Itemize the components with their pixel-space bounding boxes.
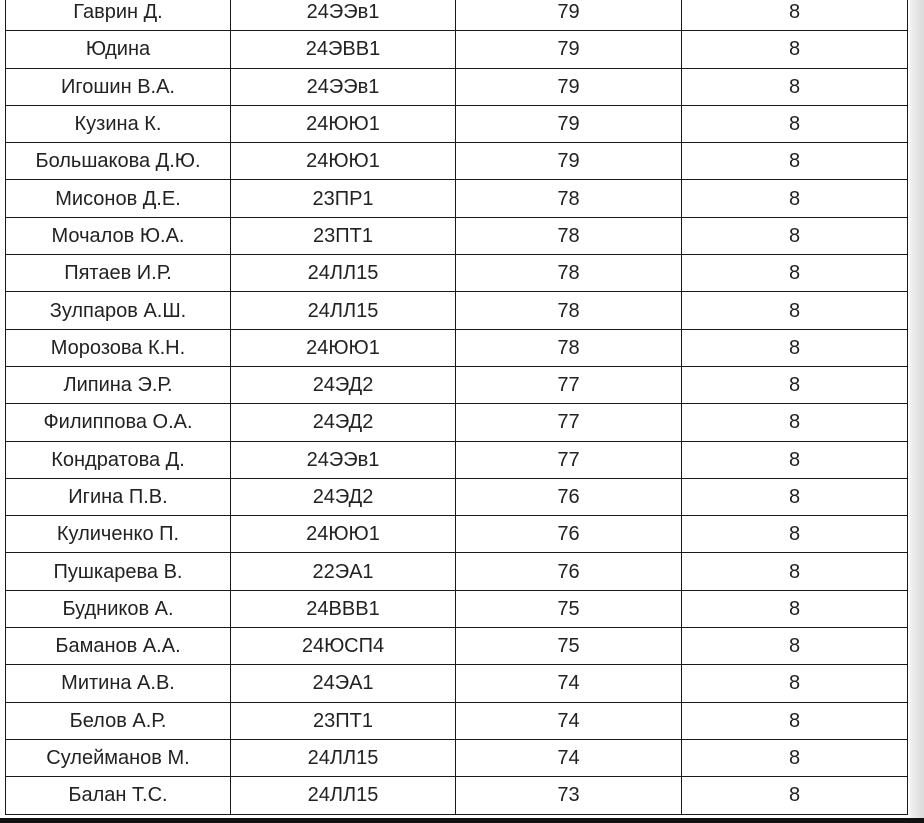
table-row <box>6 441 908 478</box>
student-name-cell: Кондратова Д. <box>6 441 231 478</box>
student-name-cell: Сулейманов М. <box>6 739 231 776</box>
student-name-cell: Куличенко П. <box>6 516 231 553</box>
score-cell: 77 <box>456 366 682 403</box>
table-row <box>6 553 908 590</box>
table-row <box>6 702 908 739</box>
table-row <box>6 590 908 627</box>
score-cell: 73 <box>456 777 682 814</box>
student-name-cell: Гаврин Д. <box>6 0 231 31</box>
score-cell: 76 <box>456 478 682 515</box>
results-table <box>5 0 908 815</box>
grade-cell: 8 <box>682 553 908 590</box>
table-row <box>6 143 908 180</box>
group-code-cell: 23ПТ1 <box>231 217 456 254</box>
group-code-cell: 24ЭЭв1 <box>231 68 456 105</box>
student-name-cell: Игина П.В. <box>6 478 231 515</box>
group-code-cell: 24ЮЮ1 <box>231 105 456 142</box>
student-name-cell: Морозова К.Н. <box>6 329 231 366</box>
group-code-cell: 24ЮЮ1 <box>231 329 456 366</box>
grade-cell: 8 <box>682 590 908 627</box>
table-row <box>6 404 908 441</box>
student-name-cell: Зулпаров А.Ш. <box>6 292 231 329</box>
group-code-cell: 24ЛЛ15 <box>231 292 456 329</box>
grade-cell: 8 <box>682 366 908 403</box>
table-row <box>6 0 908 31</box>
student-name-cell: Большакова Д.Ю. <box>6 143 231 180</box>
group-code-cell: 23ПТ1 <box>231 702 456 739</box>
student-name-cell: Пятаев И.Р. <box>6 255 231 292</box>
score-cell: 75 <box>456 628 682 665</box>
results-table-container <box>5 0 907 815</box>
group-code-cell: 24ВВВ1 <box>231 590 456 627</box>
score-cell: 78 <box>456 329 682 366</box>
score-cell: 78 <box>456 217 682 254</box>
student-name-cell: Митина А.В. <box>6 665 231 702</box>
student-name-cell: Липина Э.Р. <box>6 366 231 403</box>
table-row <box>6 366 908 403</box>
student-name-cell: Балан Т.С. <box>6 777 231 814</box>
group-code-cell: 23ПР1 <box>231 180 456 217</box>
student-name-cell: Мочалов Ю.А. <box>6 217 231 254</box>
score-cell: 74 <box>456 665 682 702</box>
group-code-cell: 24ЭД2 <box>231 366 456 403</box>
student-name-cell: Кузина К. <box>6 105 231 142</box>
grade-cell: 8 <box>682 628 908 665</box>
grade-cell: 8 <box>682 404 908 441</box>
group-code-cell: 24ЭД2 <box>231 404 456 441</box>
score-cell: 78 <box>456 292 682 329</box>
grade-cell: 8 <box>682 68 908 105</box>
group-code-cell: 24ЭЭв1 <box>231 0 456 31</box>
score-cell: 79 <box>456 0 682 31</box>
table-row <box>6 180 908 217</box>
student-name-cell: Мисонов Д.Е. <box>6 180 231 217</box>
table-row <box>6 255 908 292</box>
score-cell: 79 <box>456 105 682 142</box>
student-name-cell: Филиппова О.А. <box>6 404 231 441</box>
group-code-cell: 24ЭЭв1 <box>231 441 456 478</box>
group-code-cell: 24ЮЮ1 <box>231 143 456 180</box>
group-code-cell: 24ЭД2 <box>231 478 456 515</box>
grade-cell: 8 <box>682 665 908 702</box>
page-edge-shadow <box>910 0 924 823</box>
score-cell: 78 <box>456 180 682 217</box>
student-name-cell: Будников А. <box>6 590 231 627</box>
table-row <box>6 105 908 142</box>
table-row <box>6 217 908 254</box>
student-name-cell: Пушкарева В. <box>6 553 231 590</box>
score-cell: 77 <box>456 404 682 441</box>
grade-cell: 8 <box>682 105 908 142</box>
grade-cell: 8 <box>682 180 908 217</box>
table-row <box>6 329 908 366</box>
grade-cell: 8 <box>682 478 908 515</box>
group-code-cell: 24ЛЛ15 <box>231 739 456 776</box>
score-cell: 79 <box>456 31 682 68</box>
score-cell: 75 <box>456 590 682 627</box>
score-cell: 79 <box>456 143 682 180</box>
table-row <box>6 31 908 68</box>
score-cell: 76 <box>456 516 682 553</box>
grade-cell: 8 <box>682 217 908 254</box>
student-name-cell: Белов А.Р. <box>6 702 231 739</box>
grade-cell: 8 <box>682 739 908 776</box>
group-code-cell: 24ЛЛ15 <box>231 255 456 292</box>
student-name-cell: Юдина <box>6 31 231 68</box>
score-cell: 78 <box>456 255 682 292</box>
results-table-body <box>6 0 908 814</box>
table-row <box>6 292 908 329</box>
group-code-cell: 24ЛЛ15 <box>231 777 456 814</box>
student-name-cell: Баманов А.А. <box>6 628 231 665</box>
table-row <box>6 628 908 665</box>
grade-cell: 8 <box>682 292 908 329</box>
score-cell: 74 <box>456 702 682 739</box>
grade-cell: 8 <box>682 516 908 553</box>
grade-cell: 8 <box>682 441 908 478</box>
grade-cell: 8 <box>682 255 908 292</box>
table-row <box>6 68 908 105</box>
grade-cell: 8 <box>682 0 908 31</box>
grade-cell: 8 <box>682 777 908 814</box>
grade-cell: 8 <box>682 143 908 180</box>
grade-cell: 8 <box>682 329 908 366</box>
score-cell: 77 <box>456 441 682 478</box>
table-row <box>6 777 908 814</box>
table-row <box>6 478 908 515</box>
score-cell: 79 <box>456 68 682 105</box>
group-code-cell: 24ЮЮ1 <box>231 516 456 553</box>
grade-cell: 8 <box>682 31 908 68</box>
table-row <box>6 665 908 702</box>
score-cell: 76 <box>456 553 682 590</box>
group-code-cell: 24ЭА1 <box>231 665 456 702</box>
table-row <box>6 516 908 553</box>
group-code-cell: 24ЮСП4 <box>231 628 456 665</box>
score-cell: 74 <box>456 739 682 776</box>
grade-cell: 8 <box>682 702 908 739</box>
student-name-cell: Игошин В.А. <box>6 68 231 105</box>
table-row <box>6 739 908 776</box>
group-code-cell: 22ЭА1 <box>231 553 456 590</box>
bottom-edge-bar <box>0 818 924 823</box>
group-code-cell: 24ЭВВ1 <box>231 31 456 68</box>
